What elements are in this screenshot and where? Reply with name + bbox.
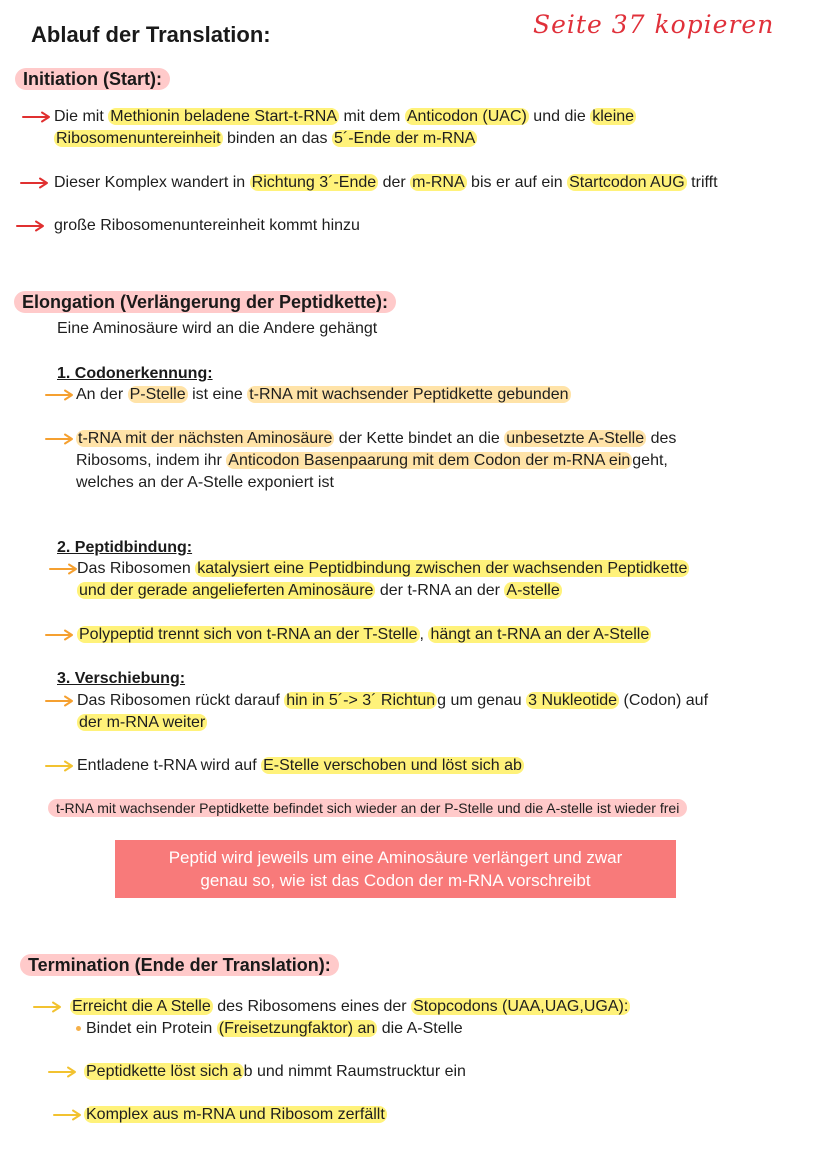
arrow-icon (49, 563, 79, 575)
initiation-line-2: Dieser Komplex wandert in Richtung 3´-Ende der m-RNA bis er auf ein Startcodon AUG trifft (54, 174, 718, 191)
codonerkennung-line-2: t-RNA mit der nächsten Aminosäure der Kette bindet an die unbesetzte A-Stelle des (78, 430, 677, 447)
termination-heading: Termination (Ende der Translation): (20, 955, 339, 976)
codonerkennung-line-4: welches an der A-Stelle exponiert ist (76, 474, 334, 491)
initiation-line-1: Die mit Methionin beladene Start-t-RNA mit dem Anticodon (UAC) und die kleine (54, 108, 635, 125)
arrow-icon (45, 433, 75, 445)
initiation-line-3: große Ribosomenuntereinheit kommt hinzu (54, 217, 360, 234)
codonerkennung-line-3: Ribosoms, indem ihr Anticodon Basenpaarung mit dem Codon der m-RNA ein geht, (76, 452, 668, 469)
initiation-line-1b: Ribosomenuntereinheit binden an das 5´-Ende der m-RNA (56, 130, 476, 147)
handwritten-note: Seite 37 kopieren (533, 10, 775, 39)
arrow-icon (45, 389, 75, 401)
verschiebung-heading: 3. Verschiebung: (57, 670, 186, 687)
peptidbindung-line-1: Das Ribosomen katalysiert eine Peptidbindung zwischen der wachsenden Peptidkette (77, 560, 688, 577)
elongation-summary: t-RNA mit wachsender Peptidkette befindet sich wieder an der P-Stelle und die A-stelle ist wieder frei (48, 797, 687, 819)
summary-box-line-1: Peptid wird jeweils um eine Aminosäure verlängert und zwar (168, 848, 623, 867)
elongation-intro: Eine Aminosäure wird an die Andere gehängt (57, 320, 378, 337)
arrow-icon (45, 629, 75, 641)
peptidbindung-heading: 2. Peptidbindung: (57, 539, 193, 556)
arrow-icon (20, 177, 50, 189)
codonerkennung-heading: 1. Codonerkennung: (57, 365, 213, 382)
verschiebung-line-3: Entladene t-RNA wird auf E-Stelle verschoben und löst sich ab (77, 757, 522, 774)
page-title: Ablauf der Translation: (31, 22, 271, 47)
peptidbindung-line-3: Polypeptid trennt sich von t-RNA an der T-Stelle , hängt an t-RNA an der A-Stelle (79, 626, 650, 643)
initiation-heading: Initiation (Start): (15, 69, 170, 90)
arrow-icon (45, 760, 75, 772)
codonerkennung-line-1: An der P-Stelle ist eine t-RNA mit wachsender Peptidkette gebunden (76, 386, 569, 403)
termination-line-3: Peptidkette löst sich a b und nimmt Raumstrucktur ein (86, 1063, 466, 1080)
peptidbindung-line-2: und der gerade angelieferten Aminosäure der t-RNA an der A-stelle (79, 582, 560, 599)
arrow-icon (48, 1066, 78, 1078)
arrow-icon (33, 1001, 63, 1013)
termination-line-1: Erreicht die A Stelle des Ribosomens eines der Stopcodons (UAA,UAG,UGA): (72, 998, 629, 1015)
summary-box (115, 840, 676, 898)
summary-box-line-2: genau so, wie ist das Codon der m-RNA vorschreibt (200, 871, 591, 890)
verschiebung-line-1: Das Ribosomen rückt darauf hin in 5´-> 3´ Richtun g um genau 3 Nukleotide (Codon) auf (77, 692, 709, 709)
termination-line-2: Bindet ein Protein (Freisetzungfaktor) an die A-Stelle (86, 1020, 463, 1037)
bullet-icon (76, 1026, 81, 1031)
arrow-icon (22, 111, 52, 123)
verschiebung-line-2: der m-RNA weiter (79, 714, 206, 731)
elongation-heading: Elongation (Verlängerung der Peptidkette): (14, 292, 396, 313)
arrow-icon (53, 1109, 83, 1121)
termination-line-4: Komplex aus m-RNA und Ribosom zerfällt (86, 1106, 385, 1123)
arrow-icon (16, 220, 46, 232)
arrow-icon (45, 695, 75, 707)
